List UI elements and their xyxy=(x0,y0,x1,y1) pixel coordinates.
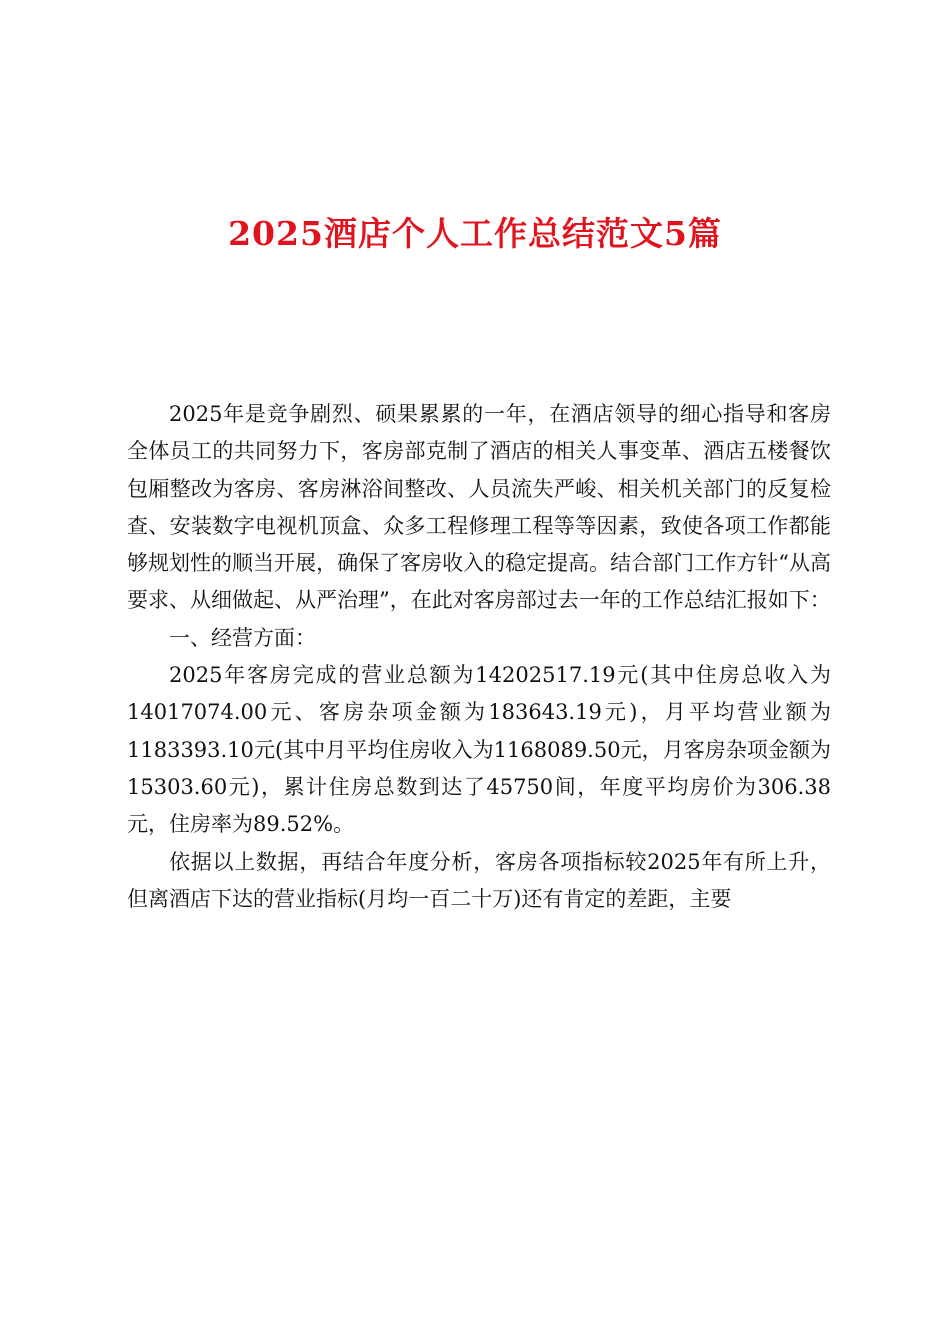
section-heading-operations: 一、经营方面： xyxy=(169,625,316,650)
document-body xyxy=(127,396,831,918)
paragraph-analysis: 依据以上数据，再结合年度分析，客房各项指标较2025年有所上升，但离酒店下达的营业指标(月均一百二十万)还有肯定的差距，主要 xyxy=(127,849,831,911)
paragraph-intro: 2025年是竞争剧烈、硕果累累的一年，在酒店领导的细心指导和客房全体员工的共同努力下，客房部克制了酒店的相关人事变革、酒店五楼餐饮包厢整改为客房、客房淋浴间整改、人员流失严峻、相关机关部门的反复检查、安装数字电视机顶盒、众多工程修理工程等等因素，致使各项工作都能够规划性的顺当开展，确保了客房收入的稳定提高。结合部门工作方针“从高要求、从细做起、从严治理”，在此对客房部过去一年的工作总结汇报如下： xyxy=(127,402,831,613)
paragraph-revenue: 2025年客房完成的营业总额为14202517.19元(其中住房总收入为14017074.00元、客房杂项金额为183643.19元)，月平均营业额为1183393.10元(其中月平均住房收入为1168089.50元，月客房杂项金额为15303.60元)，累计住房总数到达了45750间，年度平均房价为306.38元，住房率为89.52%。 xyxy=(127,663,831,837)
document-title: 2025酒店个人工作总结范文5篇 xyxy=(228,214,722,253)
